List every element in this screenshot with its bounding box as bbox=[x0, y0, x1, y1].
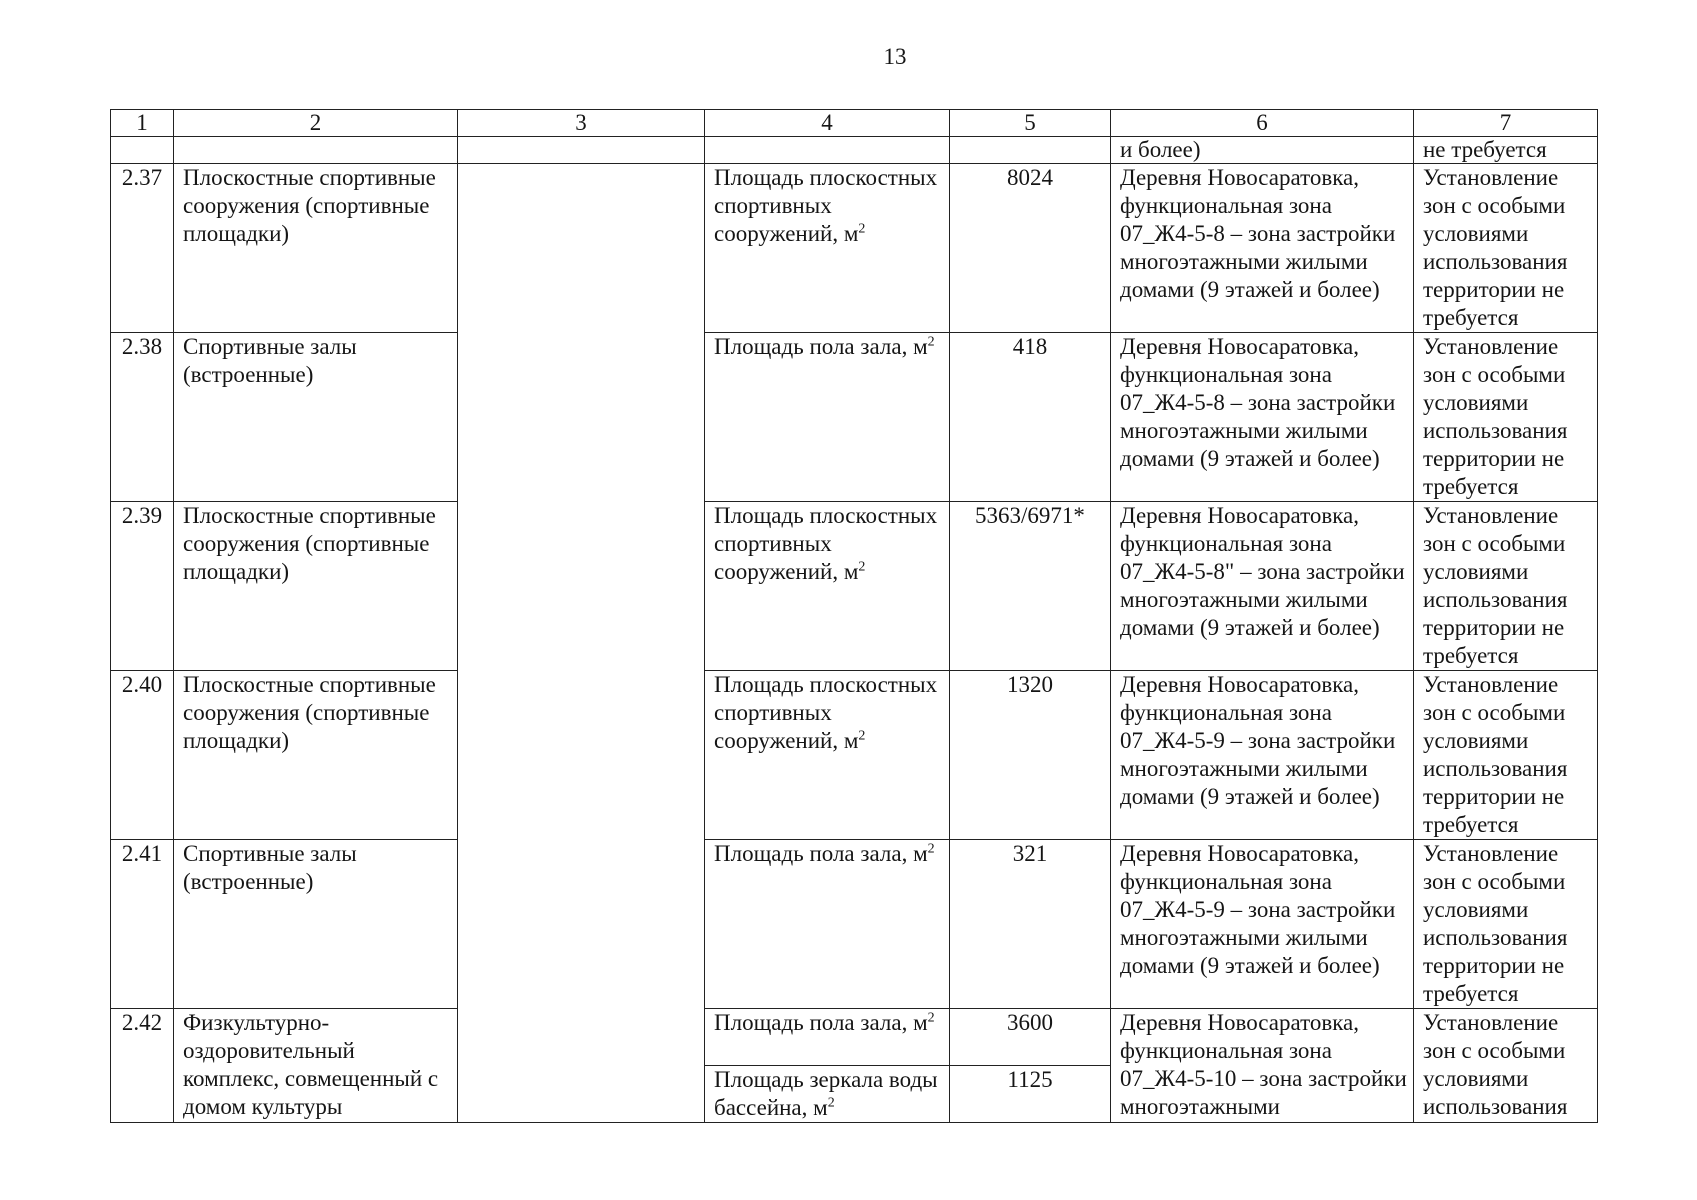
cont-cell-3 bbox=[458, 137, 705, 164]
table-row bbox=[111, 840, 1598, 1009]
table-row bbox=[111, 164, 1598, 333]
value-cell: 1125 bbox=[950, 1066, 1111, 1123]
parameter-unit-sup: 2 bbox=[858, 728, 866, 744]
parameter-text: Площадь зеркала воды бассейна, м bbox=[714, 1067, 938, 1120]
table-row bbox=[111, 1009, 1598, 1066]
row-number: 2.41 bbox=[111, 840, 174, 1009]
location-cell: Деревня Новосаратовка, функциональная зона 07_Ж4-5-8 – зона застройки многоэтажными жилыми домами (9 этажей и более) bbox=[1111, 164, 1414, 333]
header-cell-3: 3 bbox=[458, 110, 705, 137]
parameter-cell bbox=[705, 333, 950, 502]
zone-cell: Установление зон с особыми условиями использования территории не требуется bbox=[1414, 333, 1598, 502]
value-cell: 1320 bbox=[950, 671, 1111, 840]
zone-cell: Установление зон с особыми условиями использования bbox=[1414, 1009, 1598, 1123]
zones-table bbox=[110, 109, 1598, 1123]
row-number: 2.40 bbox=[111, 671, 174, 840]
value-cell: 5363/6971* bbox=[950, 502, 1111, 671]
parameter-cell bbox=[705, 1009, 950, 1066]
object-name: Спортивные залы (встроенные) bbox=[174, 840, 458, 1009]
value-cell: 3600 bbox=[950, 1009, 1111, 1066]
table-row bbox=[111, 502, 1598, 671]
object-name: Спортивные залы (встроенные) bbox=[174, 333, 458, 502]
row-number: 2.37 bbox=[111, 164, 174, 333]
location-cell: Деревня Новосаратовка, функциональная зона 07_Ж4-5-10 – зона застройки многоэтажными bbox=[1111, 1009, 1414, 1123]
location-cell: Деревня Новосаратовка, функциональная зона 07_Ж4-5-8 – зона застройки многоэтажными жилыми домами (9 этажей и более) bbox=[1111, 333, 1414, 502]
location-cell: Деревня Новосаратовка, функциональная зона 07_Ж4-5-8" – зона застройки многоэтажными жилыми домами (9 этажей и более) bbox=[1111, 502, 1414, 671]
row-number: 2.38 bbox=[111, 333, 174, 502]
cont-cell-5 bbox=[950, 137, 1111, 164]
cont-cell-4 bbox=[705, 137, 950, 164]
cont-location: и более) bbox=[1111, 137, 1414, 164]
header-cell-4: 4 bbox=[705, 110, 950, 137]
parameter-unit-sup: 2 bbox=[858, 221, 866, 237]
parameter-text: Площадь пола зала, м bbox=[714, 841, 928, 866]
zone-cell: Установление зон с особыми условиями использования территории не требуется bbox=[1414, 502, 1598, 671]
cont-zone: не требуется bbox=[1414, 137, 1598, 164]
parameter-text: Площадь плоскостных спортивных сооружений, м bbox=[714, 672, 938, 753]
object-name: Плоскостные спортивные сооружения (спортивные площадки) bbox=[174, 164, 458, 333]
row-number: 2.39 bbox=[111, 502, 174, 671]
parameter-text: Площадь пола зала, м bbox=[714, 334, 928, 359]
object-name: Плоскостные спортивные сооружения (спортивные площадки) bbox=[174, 671, 458, 840]
page-number: 13 bbox=[883, 44, 907, 69]
zone-cell: Установление зон с особыми условиями использования территории не требуется bbox=[1414, 164, 1598, 333]
parameter-cell bbox=[705, 164, 950, 333]
parameter-cell bbox=[705, 840, 950, 1009]
cont-cell-1 bbox=[111, 137, 174, 164]
object-name: Физкультурно-оздоровительный комплекс, совмещенный с домом культуры bbox=[174, 1009, 458, 1123]
parameter-unit-sup: 2 bbox=[927, 841, 935, 857]
table-body bbox=[111, 110, 1598, 1123]
column-3-cell bbox=[458, 164, 705, 1123]
header-row bbox=[111, 110, 1598, 137]
header-cell-7: 7 bbox=[1414, 110, 1598, 137]
parameter-text: Площадь плоскостных спортивных сооружений, м bbox=[714, 503, 938, 584]
location-cell: Деревня Новосаратовка, функциональная зона 07_Ж4-5-9 – зона застройки многоэтажными жилыми домами (9 этажей и более) bbox=[1111, 840, 1414, 1009]
parameter-cell bbox=[705, 1066, 950, 1123]
header-cell-1: 1 bbox=[111, 110, 174, 137]
value-cell: 321 bbox=[950, 840, 1111, 1009]
continuation-row bbox=[111, 137, 1598, 164]
zone-cell: Установление зон с особыми условиями использования территории не требуется bbox=[1414, 840, 1598, 1009]
parameter-text: Площадь пола зала, м bbox=[714, 1010, 928, 1035]
parameter-cell bbox=[705, 502, 950, 671]
parameter-unit-sup: 2 bbox=[927, 334, 935, 350]
header-cell-2: 2 bbox=[174, 110, 458, 137]
object-name: Плоскостные спортивные сооружения (спортивные площадки) bbox=[174, 502, 458, 671]
zone-cell: Установление зон с особыми условиями использования территории не требуется bbox=[1414, 671, 1598, 840]
row-number: 2.42 bbox=[111, 1009, 174, 1123]
location-cell: Деревня Новосаратовка, функциональная зона 07_Ж4-5-9 – зона застройки многоэтажными жилыми домами (9 этажей и более) bbox=[1111, 671, 1414, 840]
parameter-text: Площадь плоскостных спортивных сооружений, м bbox=[714, 165, 938, 246]
parameter-unit-sup: 2 bbox=[858, 559, 866, 575]
value-cell: 8024 bbox=[950, 164, 1111, 333]
parameter-cell bbox=[705, 671, 950, 840]
table-row bbox=[111, 333, 1598, 502]
value-cell: 418 bbox=[950, 333, 1111, 502]
parameter-unit-sup: 2 bbox=[927, 1010, 935, 1026]
parameter-unit-sup: 2 bbox=[827, 1095, 835, 1111]
cont-cell-2 bbox=[174, 137, 458, 164]
header-cell-5: 5 bbox=[950, 110, 1111, 137]
table-row bbox=[111, 671, 1598, 840]
header-cell-6: 6 bbox=[1111, 110, 1414, 137]
